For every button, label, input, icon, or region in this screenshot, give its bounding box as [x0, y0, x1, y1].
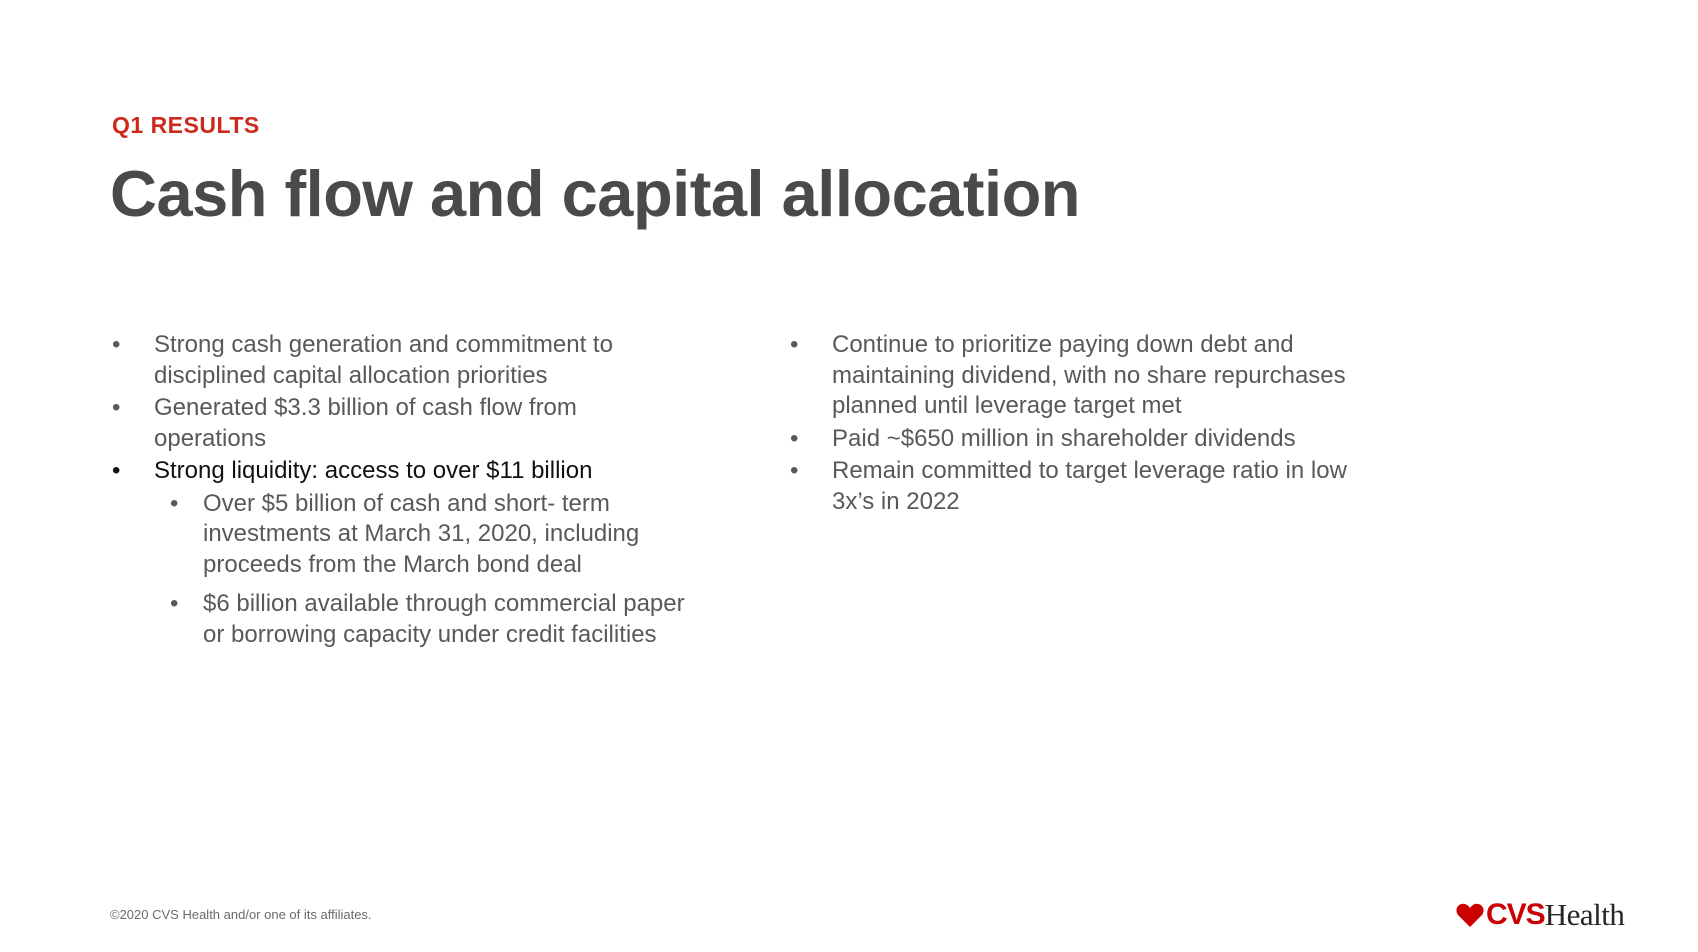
- copyright-footer: ©2020 CVS Health and/or one of its affiliates.: [110, 907, 372, 922]
- bullet-item: • Strong cash generation and commitment to disciplined capital allocation priorities: [112, 330, 692, 391]
- logo-wordmark-cvs: CVS: [1486, 898, 1545, 931]
- bullet-item-highlight: [112, 456, 692, 650]
- cvs-health-logo: [1456, 895, 1624, 935]
- right-bullet-list: [790, 330, 1380, 517]
- right-column: [790, 330, 1380, 519]
- sub-bullet-item: • Over $5 billion of cash and short- term investments at March 31, 2020, including proceeds from the March bond deal: [170, 489, 692, 581]
- bullet-item: • Generated $3.3 billion of cash flow from operations: [112, 393, 692, 454]
- bullet-item: • Remain committed to target leverage ratio in low 3x’s in 2022: [790, 456, 1380, 517]
- sub-bullet-item: • $6 billion available through commercial paper or borrowing capacity under credit facilities: [170, 589, 692, 650]
- heart-icon: [1456, 902, 1484, 928]
- slide-title: Cash flow and capital allocation: [110, 157, 1081, 230]
- bullet-item: • Continue to prioritize paying down debt and maintaining dividend, with no share repurchases planned until leverage target met: [790, 330, 1380, 422]
- left-bullet-list: [112, 330, 692, 650]
- logo-wordmark-health: Health: [1544, 897, 1625, 932]
- sub-bullet-list: [170, 489, 692, 651]
- bullet-item: • Paid ~$650 million in shareholder dividends: [790, 424, 1380, 455]
- left-column: [112, 330, 692, 659]
- section-eyebrow: Q1 RESULTS: [112, 112, 260, 138]
- bullet-text: Strong liquidity: access to over $11 billion: [154, 457, 593, 484]
